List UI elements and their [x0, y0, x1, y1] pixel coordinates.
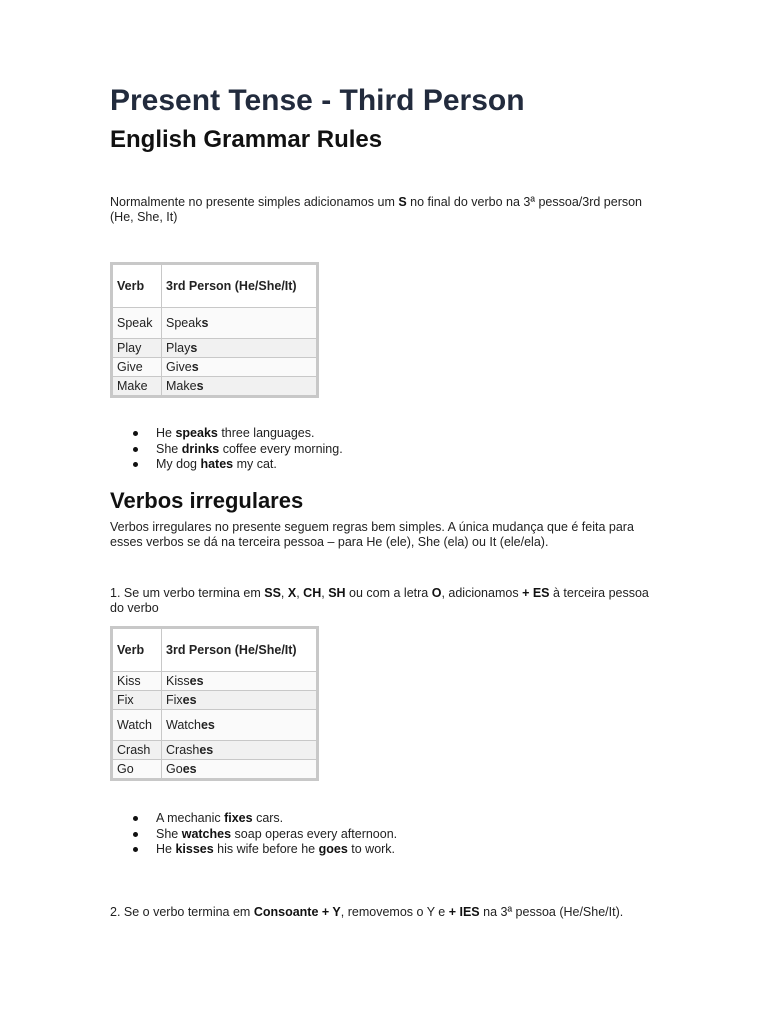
verb-suffix: s: [201, 316, 209, 330]
verb-cell: Give: [112, 358, 162, 377]
bold-text-rule-2-paragraph-3: + IES: [448, 905, 480, 919]
text-rule-2-paragraph-2: , removemos o Y e: [340, 905, 449, 919]
examples-list-es: [110, 811, 397, 858]
table-header-verb: Verb: [112, 628, 162, 672]
bold-text-rule-2-paragraph-1: Consoante + Y: [253, 905, 341, 919]
table-row: [112, 358, 318, 377]
third-person-cell: [162, 710, 318, 741]
table-header-row: [112, 264, 318, 308]
list-item: [110, 827, 397, 843]
list-item: [110, 842, 397, 858]
text-item2-2: my cat.: [233, 457, 277, 471]
table-header-row: [112, 628, 318, 672]
bullet-icon: [133, 816, 138, 821]
verb-cell: Kiss: [112, 672, 162, 691]
third-person-cell: [162, 691, 318, 710]
text-item0-0: A mechanic: [156, 811, 225, 825]
third-person-cell: [162, 339, 318, 358]
verb-base: Crash: [166, 743, 200, 757]
verb-suffix: es: [182, 693, 197, 707]
text-rule-1-paragraph-8: ou com a letra: [345, 586, 432, 600]
irregular-intro-paragraph: Verbos irregulares no presente seguem regras bem simples. A única mudança que é feita para esses verbos se dá na terceira pessoa – para He (ele), She (ela) ou It (ele/ela).: [110, 520, 634, 549]
text-rule-1-paragraph-2: ,: [280, 586, 288, 600]
list-item: [110, 426, 343, 442]
text-item1-0: She: [156, 441, 182, 456]
text-item1-2: coffee every morning.: [219, 441, 343, 456]
verb-suffix: s: [191, 360, 199, 374]
page-title: Present Tense - Third Person: [110, 84, 525, 117]
verb-base: Speak: [166, 316, 202, 330]
verb-cell: Go: [112, 760, 162, 780]
verb-base: Play: [166, 341, 191, 355]
text-item0-2: three languages.: [217, 426, 315, 440]
verb-suffix: es: [199, 743, 214, 757]
text-item1-0: She: [156, 826, 182, 841]
table-row: [112, 377, 318, 397]
text-rule-1-paragraph-12: à terceira pessoa do verbo: [110, 586, 649, 615]
verb-cell: Play: [112, 339, 162, 358]
verb-base: Watch: [166, 718, 201, 732]
verb-suffix: es: [182, 762, 197, 776]
text-item2-0: He: [156, 842, 176, 856]
text-intro-paragraph-2: no final do verbo na 3ª pessoa/3rd person (He, She, It): [110, 195, 643, 224]
text-item0-0: He: [156, 426, 176, 440]
third-person-cell: [162, 672, 318, 691]
verb-suffix: es: [200, 718, 215, 732]
table-row: [112, 691, 318, 710]
bold-text-rule-1-paragraph-1: SS: [264, 586, 281, 600]
rule-2-paragraph: [110, 905, 650, 920]
third-person-cell: [162, 760, 318, 780]
verb-table-regular: [110, 262, 319, 398]
verb-table-es: [110, 626, 319, 781]
table-row: [112, 672, 318, 691]
verb-cell: Make: [112, 377, 162, 397]
list-item: [110, 811, 397, 827]
bold-text-rule-1-paragraph-7: SH: [328, 586, 346, 600]
text-rule-1-paragraph-6: ,: [321, 586, 329, 600]
bold-text-item0-1: speaks: [175, 426, 218, 440]
bold-text-rule-1-paragraph-3: X: [287, 586, 297, 600]
bold-text-item2-3: goes: [318, 842, 348, 856]
bold-text-rule-1-paragraph-5: CH: [303, 586, 322, 600]
bullet-icon: [133, 832, 138, 837]
verb-base: Kiss: [166, 674, 190, 688]
verb-suffix: es: [189, 674, 204, 688]
verb-base: Make: [166, 379, 197, 393]
verb-cell: Speak: [112, 308, 162, 339]
table-row: [112, 741, 318, 760]
list-item: [110, 442, 343, 458]
list-item: [110, 457, 343, 473]
verb-suffix: s: [196, 379, 204, 393]
table-row: [112, 308, 318, 339]
section-heading-irregular: Verbos irregulares: [110, 488, 304, 513]
verb-cell: Fix: [112, 691, 162, 710]
bold-text-item2-1: hates: [200, 457, 234, 471]
bold-text-intro-paragraph-1: S: [398, 195, 407, 209]
bold-text-item2-1: kisses: [175, 842, 214, 856]
bullet-icon: [133, 847, 138, 852]
bullet-icon: [133, 447, 138, 452]
text-item2-0: My dog: [156, 457, 201, 471]
third-person-cell: [162, 358, 318, 377]
text-item1-2: soap operas every afternoon.: [231, 826, 398, 841]
bullet-icon: [133, 462, 138, 467]
table-row: [112, 339, 318, 358]
verb-base: Fix: [166, 693, 183, 707]
bold-text-item0-1: fixes: [224, 811, 253, 825]
intro-paragraph: [110, 195, 650, 225]
table-row: [112, 710, 318, 741]
third-person-cell: [162, 741, 318, 760]
bullet-icon: [133, 431, 138, 436]
verb-cell: Crash: [112, 741, 162, 760]
text-rule-1-paragraph-4: ,: [296, 586, 304, 600]
examples-list-regular: [110, 426, 343, 473]
text-item2-2: his wife before he: [213, 842, 319, 856]
page-subtitle: English Grammar Rules: [110, 126, 383, 153]
bold-text-item1-1: drinks: [181, 441, 220, 456]
bold-text-item1-1: watches: [181, 826, 232, 841]
table-header-third-person: 3rd Person (He/She/It): [162, 264, 318, 308]
table-header-verb: Verb: [112, 264, 162, 308]
text-intro-paragraph-0: Normalmente no presente simples adicionamos um: [110, 195, 399, 209]
bold-text-rule-1-paragraph-9: O: [431, 586, 442, 600]
text-item0-2: cars.: [252, 811, 284, 825]
table-row: [112, 760, 318, 780]
verb-suffix: s: [190, 341, 198, 355]
text-item2-4: to work.: [347, 842, 396, 856]
text-rule-2-paragraph-0: 2. Se o verbo termina em: [110, 905, 254, 919]
verb-base: Go: [166, 762, 183, 776]
verb-cell: Watch: [112, 710, 162, 741]
rule-1-paragraph: [110, 586, 650, 616]
text-rule-1-paragraph-0: 1. Se um verbo termina em: [110, 586, 265, 600]
text-rule-1-paragraph-10: , adicionamos: [441, 586, 523, 600]
third-person-cell: [162, 377, 318, 397]
text-rule-2-paragraph-4: na 3ª pessoa (He/She/It).: [479, 905, 624, 919]
third-person-cell: [162, 308, 318, 339]
verb-base: Give: [166, 360, 192, 374]
bold-text-rule-1-paragraph-11: + ES: [522, 586, 550, 600]
table-header-third-person: 3rd Person (He/She/It): [162, 628, 318, 672]
